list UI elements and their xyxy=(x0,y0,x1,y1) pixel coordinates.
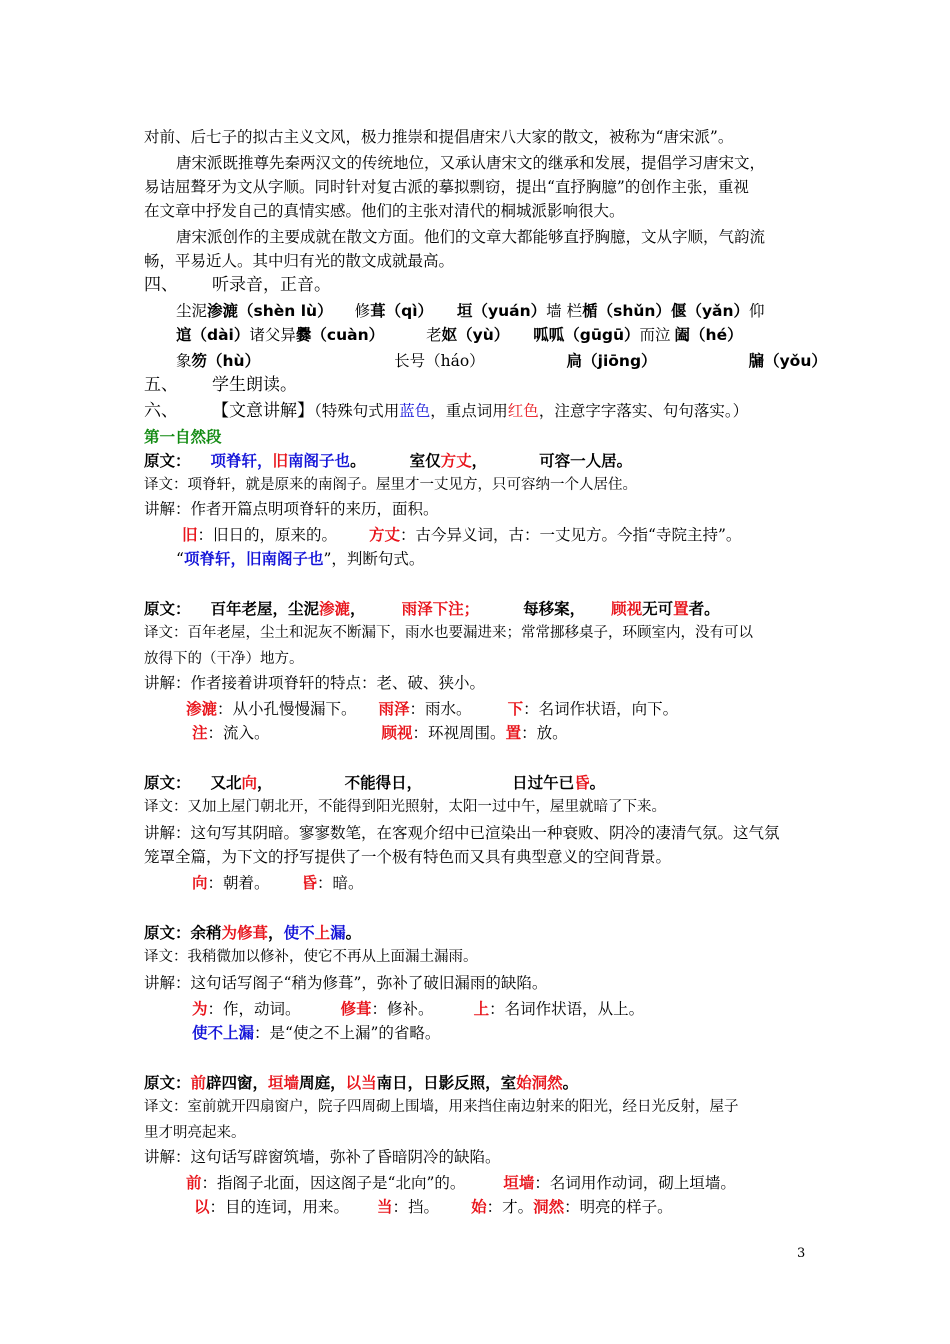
phrase: 百年老屋，尘泥 xyxy=(210,600,320,618)
gloss-def: ：指阁子北面，因这阁子是“北向”的。 xyxy=(201,1174,466,1192)
pinyin-item: 渗漉（shèn lù） xyxy=(207,302,333,320)
key-word: 为修葺 xyxy=(221,924,269,942)
phrase: 余稍 xyxy=(190,924,222,942)
pinyin-text: 象 xyxy=(176,352,192,370)
pinyin-item: 长号（háo） xyxy=(394,352,485,370)
section-6-note: ，重点词用 xyxy=(430,402,508,420)
section-5-heading xyxy=(144,374,297,396)
gloss-term: 始 xyxy=(471,1198,487,1216)
glossary-5b xyxy=(176,1196,673,1218)
gloss-term: 以 xyxy=(194,1198,210,1216)
key-word: 前 xyxy=(190,1074,207,1092)
page-number: 3 xyxy=(797,1246,806,1261)
glossary-2b xyxy=(176,722,568,744)
key-word: 始洞然 xyxy=(516,1074,563,1092)
explanation-3b: 笼罩全篇，为下文的抒写提供了一个极有特色而又具有典型意义的空间背景。 xyxy=(144,848,672,866)
section-6-note: （特殊句式用 xyxy=(314,402,400,420)
explanation-text: 作者接着讲项脊轩的特点：老、破、狭小。 xyxy=(190,674,486,692)
pinyin-item: 呱呱（gūgū） xyxy=(533,326,640,344)
glossary-5a xyxy=(176,1172,736,1194)
key-word: 旧 xyxy=(272,452,289,470)
explanation-3a xyxy=(144,822,780,844)
glossary-4b xyxy=(176,1022,440,1044)
original-label: 原文： xyxy=(144,452,191,470)
pinyin-item: 逭（dài） xyxy=(176,326,250,344)
intro-line-5: 唐宋派创作的主要成就在散文方面。他们的文章大都能够直抒胸臆，文从字顺，气韵流 xyxy=(176,228,766,246)
section-4-title: 听录音，正音。 xyxy=(212,275,331,295)
phrase: 不能得日， xyxy=(344,774,423,792)
gloss-def: ：暗。 xyxy=(317,874,364,892)
gloss-def: ：放。 xyxy=(521,724,568,742)
section-4-number: 四、 xyxy=(144,275,178,295)
gloss-term: 昏 xyxy=(301,874,318,892)
pinyin-text: 修 xyxy=(354,302,371,320)
note-blue-word: 蓝色 xyxy=(399,402,431,420)
punct: 。 xyxy=(562,1074,579,1092)
pinyin-item: 笏（hù） xyxy=(191,352,261,370)
pinyin-item: 扃（jiōng） xyxy=(566,352,657,370)
pinyin-item: 爨（cuàn） xyxy=(295,326,385,344)
key-word: 方丈 xyxy=(440,452,472,470)
gloss-def: ”，判断句式。 xyxy=(323,550,425,568)
explanation-label: 讲解： xyxy=(144,824,191,842)
phrase: 可容一人居。 xyxy=(539,452,633,470)
pinyin-item: 葺（qì） xyxy=(370,302,434,320)
key-word: 顾视 xyxy=(611,600,643,618)
gloss-term: 上 xyxy=(473,1000,490,1018)
phrase: 南日，日影反照，室 xyxy=(376,1074,517,1092)
section-6-heading xyxy=(144,400,748,422)
gloss-def: ：明亮的样子。 xyxy=(564,1198,673,1216)
gloss-term: 垣墙 xyxy=(503,1174,535,1192)
phrase: 无可 xyxy=(642,600,674,618)
gloss-term: 使不上漏 xyxy=(192,1024,255,1042)
pinyin-row-3 xyxy=(176,350,827,372)
explanation-label: 讲解： xyxy=(144,674,191,692)
gloss-def: ：名词作状语，从上。 xyxy=(489,1000,645,1018)
phrase: 者。 xyxy=(688,600,720,618)
explanation-5 xyxy=(144,1146,501,1168)
original-text-2 xyxy=(144,598,720,620)
pinyin-item: 楯（shǔn） xyxy=(582,302,671,320)
explanation-4 xyxy=(144,972,547,994)
gloss-def: ：是“使之不上漏”的省略。 xyxy=(254,1024,441,1042)
translation-text: 项脊轩，就是原来的南阁子。屋里才一丈见方，只可容纳一个人居住。 xyxy=(187,477,637,493)
punct: ， xyxy=(350,600,366,618)
translation-label: 译文： xyxy=(144,477,188,493)
gloss-def: ：修补。 xyxy=(371,1000,434,1018)
gloss-term: 渗漉 xyxy=(186,700,218,718)
phrase: 辟四窗， xyxy=(206,1074,269,1092)
key-word: 雨泽下注； xyxy=(401,600,480,618)
punct: ， xyxy=(268,924,284,942)
translation-label: 译文： xyxy=(144,1099,188,1115)
translation-text: 我稍微加以修补，使它不再从上面漏土漏雨。 xyxy=(187,949,478,965)
gloss-term: 旧 xyxy=(182,526,198,544)
glossary-4a xyxy=(176,998,644,1020)
gloss-term: 当 xyxy=(377,1198,393,1216)
explanation-text: 这句写其阴暗。寥寥数笔，在客观介绍中已渲染出一种衰败、阴冷的凄清气氛。这气氛 xyxy=(190,824,780,842)
explanation-1 xyxy=(144,498,439,520)
translation-text: 又加上屋门朝北开，不能得到阳光照射，太阳一过中午，屋里就暗了下来。 xyxy=(187,799,666,815)
glossary-2a xyxy=(176,698,678,720)
blue-phrase: 项脊轩， xyxy=(210,452,273,470)
section-6-number: 六、 xyxy=(144,401,178,421)
original-text-1 xyxy=(144,450,632,472)
punct: 。 xyxy=(345,924,362,942)
gloss-term: 顾视 xyxy=(381,724,413,742)
gloss-term: 置 xyxy=(505,724,522,742)
gloss-def: ：环视周围。 xyxy=(412,724,506,742)
intro-line-3: 易诘屈聱牙为文从字顺。同时针对复古派的摹拟剽窃，提出“直抒胸臆”的创作主张，重视 xyxy=(144,178,749,196)
translation-text: 百年老屋，尘土和泥灰不断漏下，雨水也要漏进来；常常挪移桌子，环顾室内，没有可以 xyxy=(187,625,753,641)
paragraph-title: 第一自然段 xyxy=(144,428,222,446)
gloss-term: 修葺 xyxy=(340,1000,372,1018)
gloss-def: ：才。 xyxy=(486,1198,534,1216)
original-text-5 xyxy=(144,1072,578,1094)
explanation-label: 讲解： xyxy=(144,974,191,992)
intro-line-4: 在文章中抒发自己的真情实感。他们的主张对清代的桐城派影响很大。 xyxy=(144,202,625,220)
key-word: 垣墙 xyxy=(268,1074,300,1092)
translation-1 xyxy=(144,474,637,496)
gloss-def: ：作，动词。 xyxy=(207,1000,301,1018)
intro-line-6: 畅，平易近人。其中归有光的散文成就最高。 xyxy=(144,252,455,270)
gloss-term: 向 xyxy=(192,874,208,892)
original-label: 原文： xyxy=(144,1074,191,1092)
glossary-1b xyxy=(176,548,424,570)
key-word: 以当 xyxy=(345,1074,377,1092)
original-text-4 xyxy=(144,922,361,944)
gloss-term: 为 xyxy=(192,1000,208,1018)
pinyin-item: 偃（yǎn） xyxy=(670,302,750,320)
original-label: 原文： xyxy=(144,600,191,618)
section-5-number: 五、 xyxy=(144,375,178,395)
translation-5a xyxy=(144,1096,739,1118)
punct: ， xyxy=(257,774,273,792)
gloss-def: ：挡。 xyxy=(392,1198,440,1216)
punct: 。 xyxy=(589,774,606,792)
pinyin-row-2 xyxy=(176,324,743,346)
section-4-heading xyxy=(144,274,331,296)
pinyin-item: 阖（hé） xyxy=(674,326,743,344)
intro-line-2: 唐宋派既推尊先秦两汉文的传统地位，又承认唐宋文的继承和发展，提倡学习唐宋文， xyxy=(176,154,766,172)
translation-3 xyxy=(144,796,666,818)
key-word: 上 xyxy=(314,924,331,942)
explanation-label: 讲解： xyxy=(144,1148,191,1166)
gloss-def: ：流入。 xyxy=(207,724,270,742)
key-word: 渗漉 xyxy=(319,600,351,618)
blue-phrase: 漏 xyxy=(330,924,346,942)
gloss-term: 洞然 xyxy=(533,1198,565,1216)
gloss-def: ：古今异义词，古：一丈见方。今指“寺院主持”。 xyxy=(400,526,742,544)
key-word: 向 xyxy=(241,774,258,792)
key-word: 昏 xyxy=(574,774,590,792)
glossary-1a xyxy=(176,524,741,546)
pinyin-text: 诸父异 xyxy=(249,326,296,344)
translation-2b: 放得下的（干净）地方。 xyxy=(144,651,304,667)
explanation-2 xyxy=(144,672,485,694)
key-word: 置 xyxy=(673,600,689,618)
gloss-def: ：从小孔慢慢漏下。 xyxy=(217,700,357,718)
gloss-term: 注 xyxy=(192,724,208,742)
quote-mark: “ xyxy=(176,550,184,568)
pinyin-item: 牖（yǒu） xyxy=(748,352,827,370)
explanation-label: 讲解： xyxy=(144,500,191,518)
phrase: 周庭， xyxy=(299,1074,346,1092)
translation-4 xyxy=(144,946,478,968)
pinyin-text: 尘泥 xyxy=(176,302,208,320)
punct: ， xyxy=(471,452,488,470)
section-5-title: 学生朗读。 xyxy=(212,375,297,395)
note-red-word: 红色 xyxy=(507,402,539,420)
gloss-def: ：目的连词，用来。 xyxy=(209,1198,350,1216)
gloss-def: ：雨水。 xyxy=(409,700,472,718)
translation-5b: 里才明亮起来。 xyxy=(144,1125,246,1141)
blue-phrase: 使不 xyxy=(283,924,315,942)
section-6-title: 【文意讲解】 xyxy=(212,401,314,421)
translation-2a xyxy=(144,622,753,644)
punct: 。 xyxy=(350,452,366,470)
gloss-def: ：朝着。 xyxy=(207,874,270,892)
phrase: 又北 xyxy=(210,774,242,792)
pinyin-row-1 xyxy=(176,300,765,322)
explanation-text: 作者开篇点明项脊轩的来历，面积。 xyxy=(190,500,439,518)
original-label: 原文： xyxy=(144,774,191,792)
explanation-text: 这句话写阁子“稍为修葺”，弥补了破旧漏雨的缺陷。 xyxy=(190,974,548,992)
pinyin-text: 墙 栏 xyxy=(546,302,583,320)
pinyin-item: 妪（yù） xyxy=(441,326,510,344)
translation-label: 译文： xyxy=(144,625,188,641)
gloss-term: 方丈 xyxy=(369,526,401,544)
section-6-note: ，注意字字落实、句句落实。） xyxy=(538,402,749,420)
phrase: 室仅 xyxy=(409,452,441,470)
phrase: 日过午已 xyxy=(512,774,575,792)
original-label: 原文： xyxy=(144,924,191,942)
blue-phrase: 南阁子也 xyxy=(288,452,351,470)
pinyin-text: 仰 xyxy=(749,302,765,320)
pinyin-item: 垣（yuán） xyxy=(457,302,547,320)
gloss-term: 下 xyxy=(507,700,524,718)
pinyin-text: 而泣 xyxy=(639,326,671,344)
pinyin-text: 老 xyxy=(426,326,442,344)
translation-text: 室前就开四扇窗户，院子四周砌上围墙，用来挡住南边射来的阳光，经日光反射，屋子 xyxy=(187,1099,739,1115)
gloss-def: ：名词作状语，向下。 xyxy=(523,700,679,718)
explanation-text: 这句话写辟窗筑墙，弥补了昏暗阴冷的缺陷。 xyxy=(190,1148,501,1166)
translation-label: 译文： xyxy=(144,799,188,815)
gloss-term: 雨泽 xyxy=(378,700,410,718)
gloss-term: 前 xyxy=(186,1174,202,1192)
glossary-3 xyxy=(176,872,364,894)
gloss-def: ：名词用作动词，砌上垣墙。 xyxy=(534,1174,736,1192)
intro-line-1: 对前、后七子的拟古主义文风，极力推崇和提倡唐宋八大家的散文，被称为“唐宋派”。 xyxy=(144,128,734,146)
phrase: 每移案， xyxy=(523,600,586,618)
gloss-def: ：旧日的，原来的。 xyxy=(197,526,338,544)
blue-phrase: 项脊轩，旧南阁子也 xyxy=(183,550,324,568)
translation-label: 译文： xyxy=(144,949,188,965)
original-text-3 xyxy=(144,772,605,794)
